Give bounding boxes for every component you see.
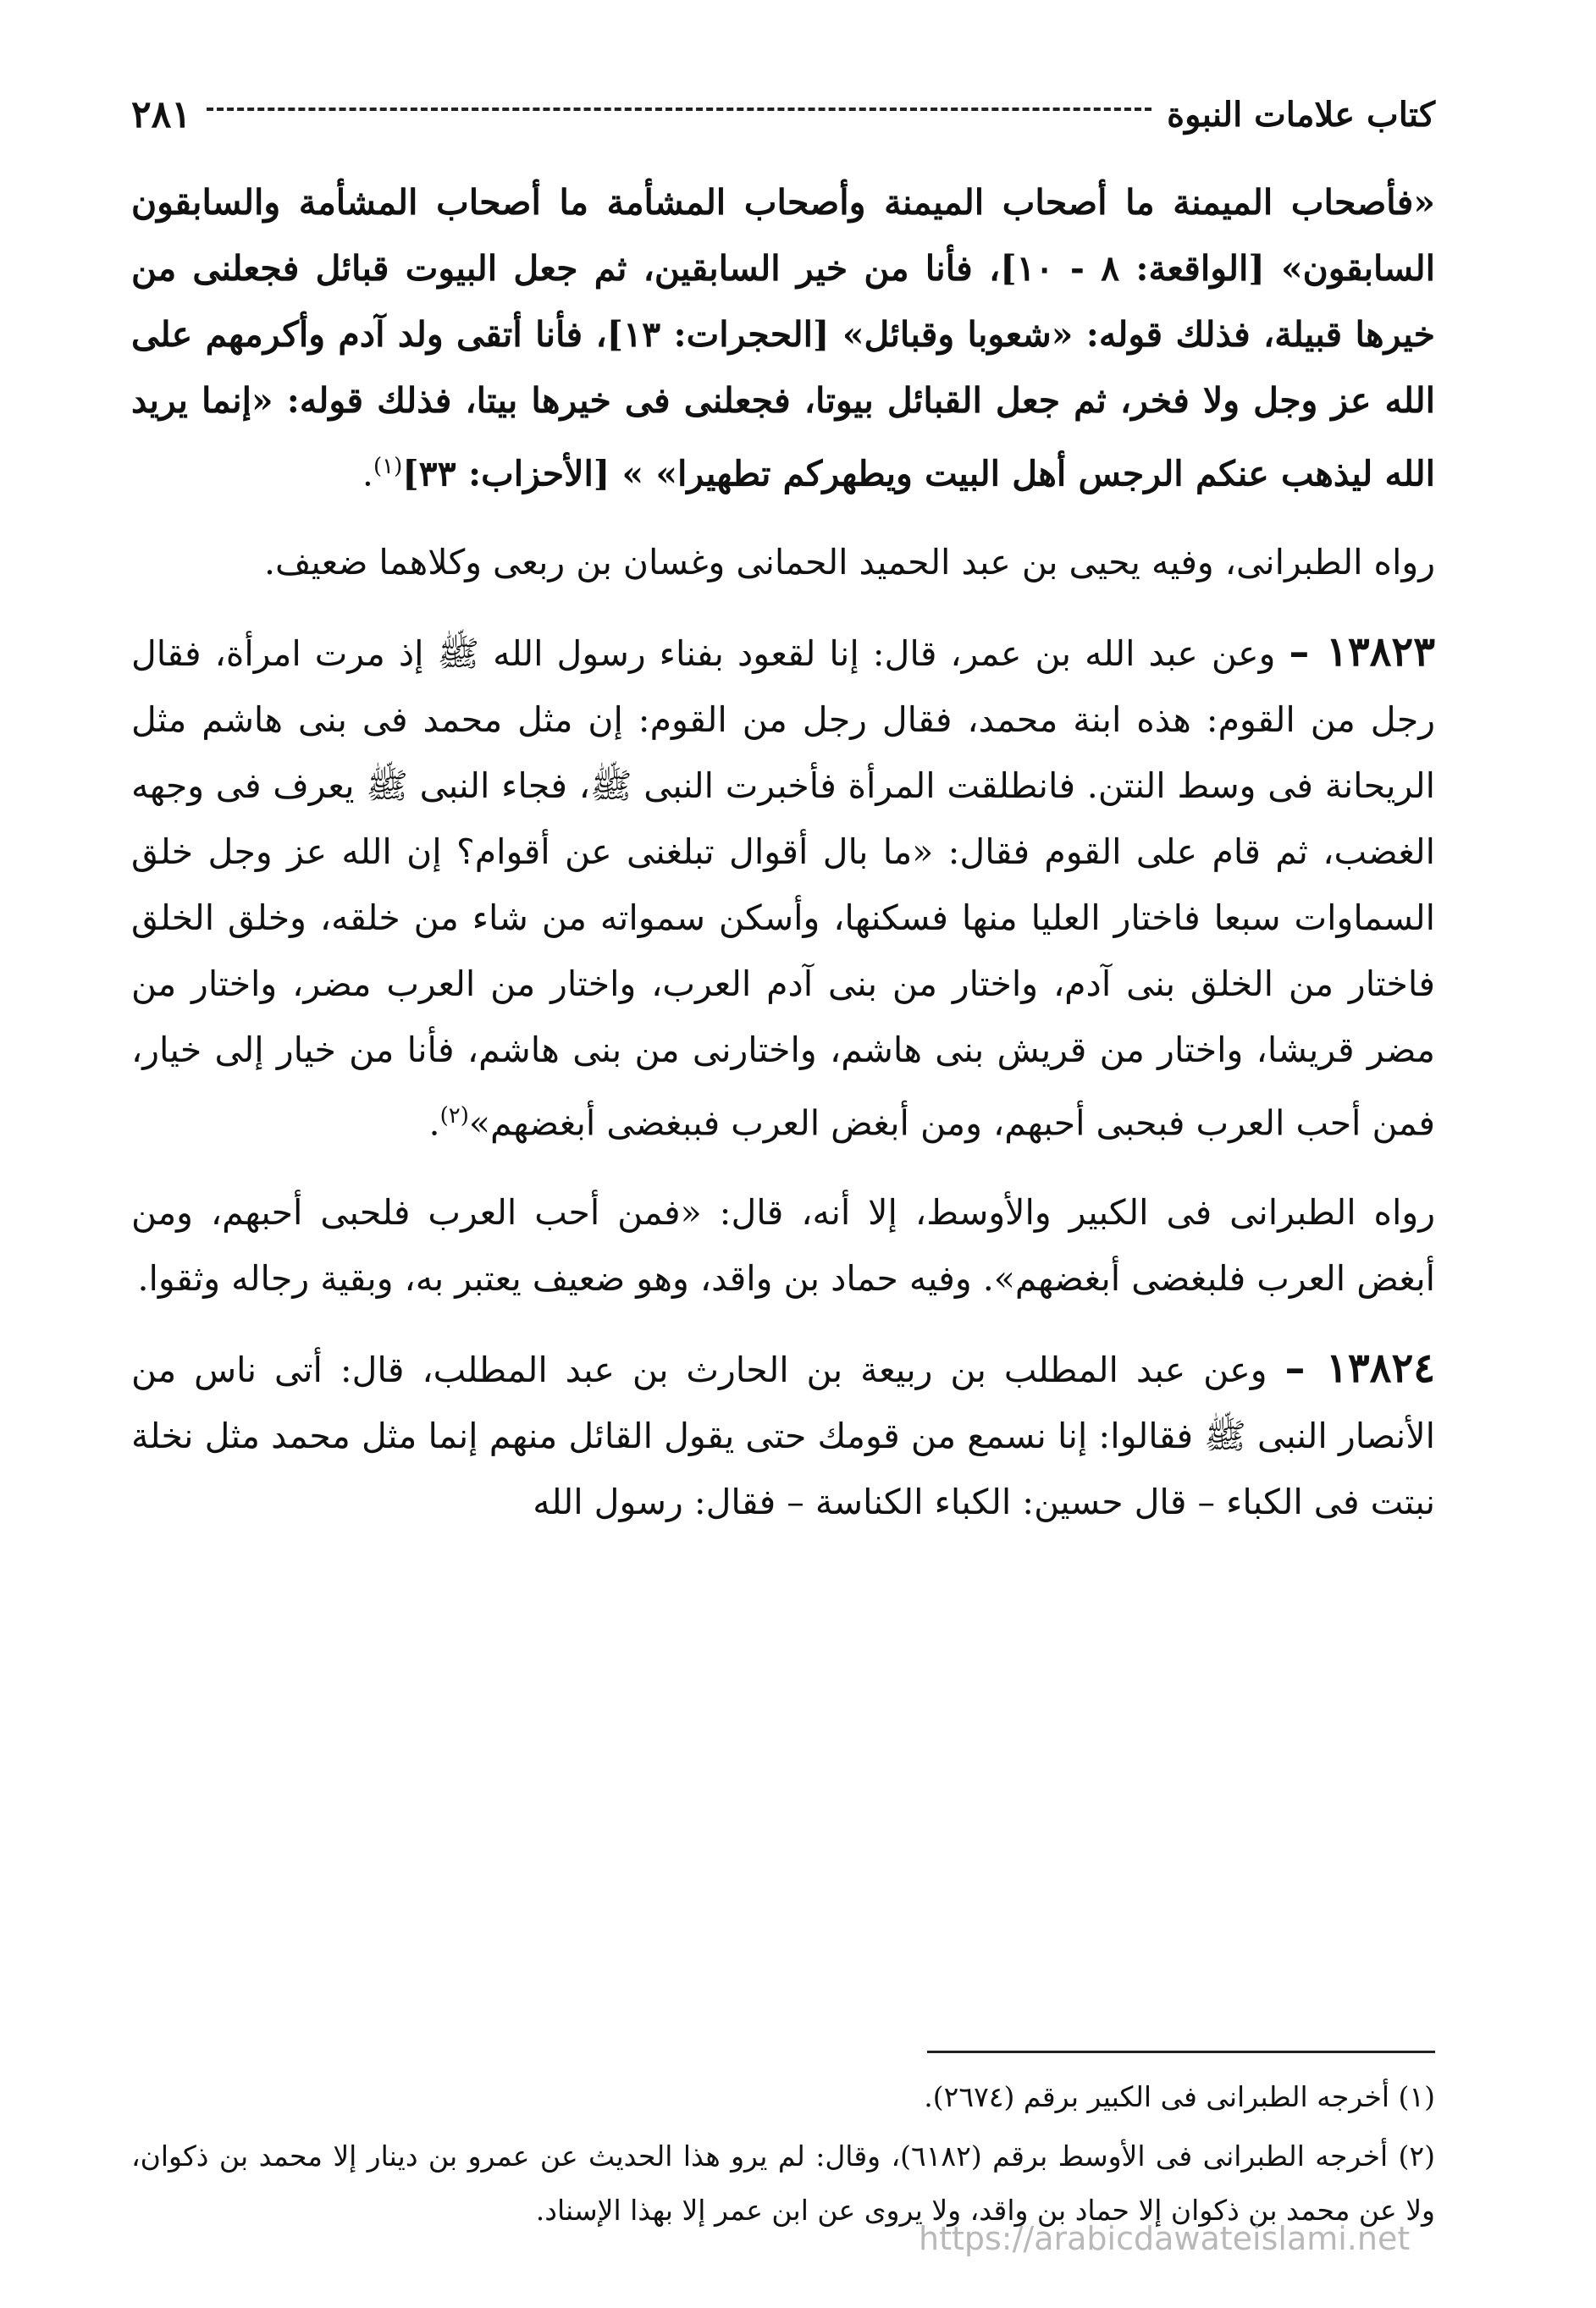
footnote-2: (٢) أخرجه الطبرانى فى الأوسط برقم (٦١٨٢)، وقال: لم يرو هذا الحديث عن عمرو بن دينار إلا محمد بن ذكوان، ولا عن محمد بن ذكوان إلا حماد بن واقد، ولا يروى عن ابن عمر إلا بهذا الإسناد.	[131, 2140, 1435, 2227]
footnote-ref-2: (٢)	[439, 1102, 469, 1129]
narration-note: رواه الطبرانى فى الكبير والأوسط، إلا أنه، قال: «فمن أحب العرب فلحبى أحبهم، ومن أبغض العرب فلبغضى أبغضهم». وفيه حماد بن واقد، وهو ضعيف يعتبر به، وبقية رجاله وثقوا.	[131, 1192, 1435, 1300]
narration-note: رواه الطبرانى، وفيه يحيى بن عبد الحميد الحمانى وغسان بن ربعى وكلاهما ضعيف.	[263, 541, 1435, 583]
footnotes	[131, 2070, 1435, 2243]
quran-passage: «فأصحاب الميمنة ما أصحاب الميمنة وأصحاب المشأمة ما أصحاب المشأمة والسابقون السابقون» [الواقعة: ٨ - ١٠]، فأنا من خير السابقين، ثم جعل البيوت قبائل فجعلنى من خيرها قبيلة، فذلك قوله: «شعوبا وقبائل» [الحجرات: ١٣]، فأنا أتقى ولد آدم وأكرمهم على الله عز وجل ولا فخر، ثم جعل القبائل بيوتا، فجعلنى فى خيرها بيتا، فذلك قوله: «إنما يريد الله ليذهب عنكم الرجس أهل البيت ويطهركم تطهيرا» » [الأحزاب: ٣٣]	[131, 182, 1435, 494]
footnote-divider	[927, 2051, 1435, 2053]
source-watermark: https://arabicdawateislami.net	[919, 2220, 1411, 2257]
footnote-ref-1: (١)	[373, 454, 403, 479]
hadith-text: وعن عبد المطلب بن ربيعة بن الحارث بن عبد المطلب، قال: أتى ناس من الأنصار النبى ﷺ فقالوا: إنا نسمع من قومك حتى يقول القائل منهم إنما مثل محمد مثل نخلة نبتت فى الكباء – قال حسين: الكباء الكناسة – فقال: رسول الله	[131, 1350, 1435, 1523]
book-title: كتاب علامات النبوة	[1167, 94, 1435, 135]
quran-passage-paragraph: «فأصحاب الميمنة ما أصحاب الميمنة وأصحاب المشأمة ما أصحاب المشأمة والسابقون السابقون» [الواقعة: ٨ - ١٠]، فأنا من خير السابقين، ثم جعل البيوت قبائل فجعلنى من خيرها قبيلة، فذلك قوله: «شعوبا وقبائل» [الحجرات: ١٣]، فأنا أتقى ولد آدم وأكرمهم على الله عز وجل ولا فخر، ثم جعل القبائل بيوتا، فجعلنى فى خيرها بيتا، فذلك قوله: «إنما يريد الله ليذهب عنكم الرجس أهل البيت ويطهركم تطهيرا» » [الأحزاب: ٣٣]$^{(١)}$.	[131, 182, 1435, 494]
main-text	[131, 169, 1435, 1559]
page-number: ٢٨١	[131, 92, 191, 136]
hadith-number: ١٣٨٢٣ –	[1289, 627, 1435, 676]
hadith-text: وعن عبد الله بن عمر، قال: إنا لقعود بفناء رسول الله ﷺ إذ مرت امرأة، فقال رجل من القوم: هذه ابنة محمد، فقال رجل من القوم: إن مثل محمد فى بنى هاشم مثل الريحانة فى وسط النتن. فانطلقت المرأة فأخبرت النبى ﷺ، فجاء النبى ﷺ يعرف فى وجهه الغضب، ثم قام على القوم فقال: «ما بال أقوال تبلغنى عن أقوام؟ إن الله عز وجل خلق السماوات سبعا فاختار العليا منها فسكنها، وأسكن سمواته من شاء من خلقه، وخلق الخلق فاختار من الخلق بنى آدم، واختار من بنى آدم العرب، واختار من العرب مضر، واختار من مضر قريشا، واختار من قريش بنى هاشم، واختارنى من بنى هاشم، فأنا من خيار إلى خيار، فمن أحب العرب فبحبى أحبهم، ومن أبغض العرب فببغضى أبغضهم»	[131, 632, 1435, 1144]
hadith-13824	[131, 1335, 1435, 1535]
hadith-13823: ١٣٨٢٣ – وعن عبد الله بن عمر، قال: إنا لقعود بفناء رسول الله ﷺ إذ مرت امرأة، فقال رجل من القوم: هذه ابنة محمد، فقال رجل من القوم: إن مثل محمد فى بنى هاشم مثل الريحانة فى وسط النتن. فانطلقت المرأة فأخبرت النبى ﷺ، فجاء النبى ﷺ يعرف فى وجهه الغضب، ثم قام على القوم فقال: «ما بال أقوال تبلغنى عن أقوام؟ إن الله عز وجل خلق السماوات سبعا فاختار العليا منها فسكنها، وأسكن سمواته من شاء من خلقه، وخلق الخلق فاختار من الخلق بنى آدم، واختار من بنى آدم العرب، واختار من العرب مضر، واختار من مضر قريشا، واختار من قريش بنى هاشم، واختارنى من بنى هاشم، فأنا من خيار إلى خيار، فمن أحب العرب فبحبى أحبهم، ومن أبغض العرب فببغضى أبغضهم»$^{(٢)}$.	[131, 627, 1435, 1144]
book-page	[131, 59, 1435, 2278]
footnote-1: (١) أخرجه الطبرانى فى الكبير برقم (٢٦٧٤).	[924, 2080, 1435, 2113]
narration-note-paragraph	[131, 529, 1435, 595]
header-dashed-rule	[207, 108, 1151, 111]
narration-note-paragraph	[131, 1179, 1435, 1311]
hadith-number: ١٣٨٢٤ –	[1284, 1344, 1435, 1393]
running-header	[131, 85, 1435, 144]
